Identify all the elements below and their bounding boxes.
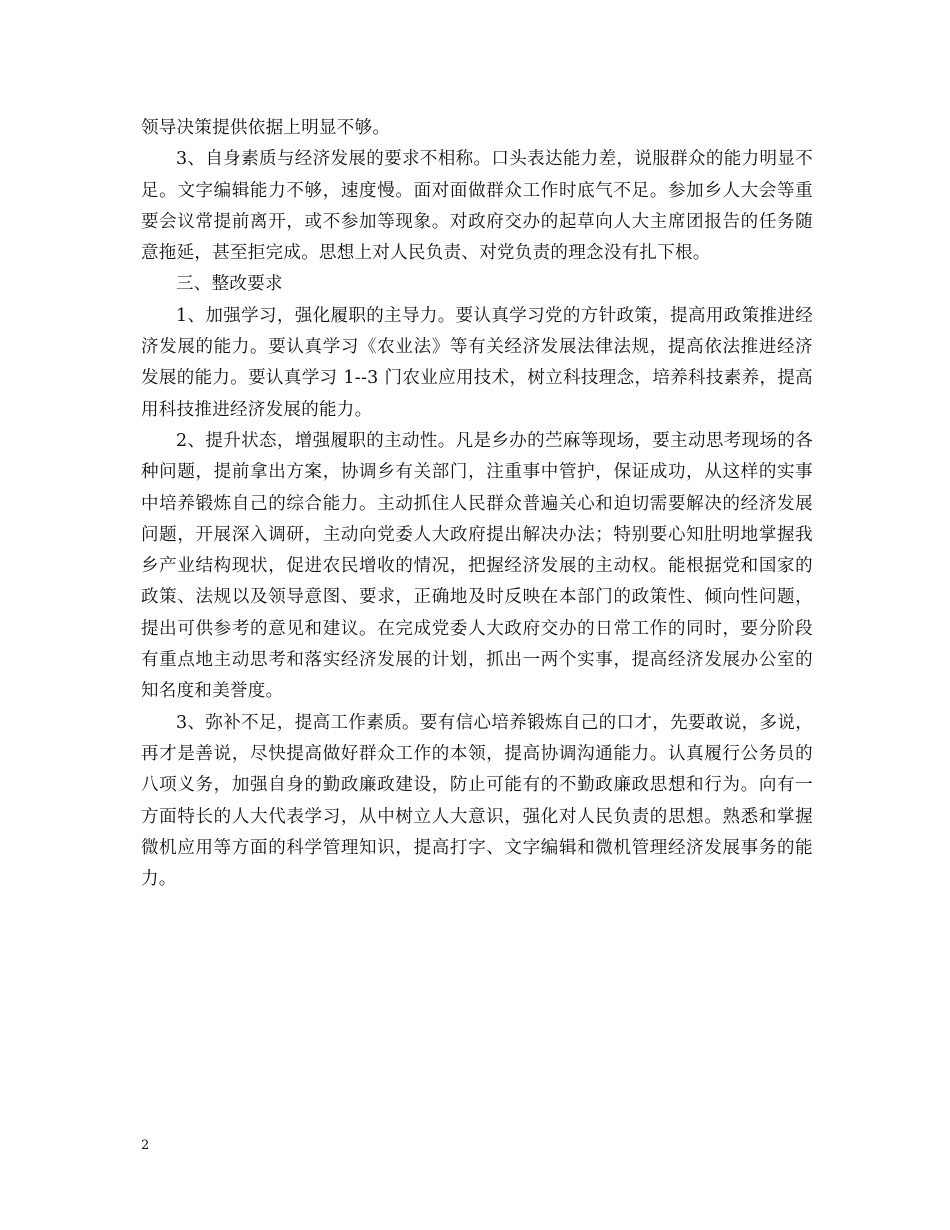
paragraph-item-2-initiative: 2、提升状态，增强履职的主动性。凡是乡办的苎麻等现场，要主动思考现场的各种问题，提前拿出方案，协调乡有关部门，注重事中管护，保证成功，从这样的实事中培养锻炼自己的综合能力。主动抓住人民群众普遍关心和迫切需要解决的经济发展问题，开展深入调研，主动向党委人大政府提出解决办法；特别要心知肚明地掌握我乡产业结构现状，促进农民增收的情况，把握经济发展的主动权。能根据党和国家的政策、法规以及领导意图、要求，正确地及时反映在本部门的政策性、倾向性问题，提出可供参考的意见和建议。在完成党委人大政府交办的日常工作的同时，要分阶段有重点地主动思考和落实经济发展的计划，抓出一两个实事，提高经济发展办公室的知名度和美誉度。: [141, 430, 813, 702]
paragraph-continuation: 领导决策提供依据上明显不够。: [141, 118, 391, 138]
section-heading-rectification: 三、整改要求: [176, 274, 283, 295]
paragraph-item-1-study: 1、加强学习，强化履职的主导力。要认真学习党的方针政策，提高用政策推进经济发展的能力。要认真学习《农业法》等有关经济发展法律法规，提高依法推进经济发展的能力。要认真学习 1--3 门农业应用技术，树立科技理念，培养科技素养，提高用科技推进经济发展的能力。: [141, 305, 813, 420]
paragraph-item-3-improve: 3、弥补不足，提高工作素质。要有信心培养锻炼自己的口才，先要敢说，多说，再才是善说，尽快提高做好群众工作的本领，提高协调沟通能力。认真履行公务员的八项义务，加强自身的勤政廉政建设，防止可能有的不勤政廉政思想和行为。向有一方面特长的人大代表学习，从中树立人大意识，强化对人民负责的思想。熟悉和掌握微机应用等方面的科学管理知识，提高打字、文字编辑和微机管理经济发展事务的能力。: [141, 712, 813, 890]
page-number: 2: [141, 1138, 150, 1153]
document-body: [141, 113, 813, 895]
paragraph-item-3-quality: 3、自身素质与经济发展的要求不相称。口头表达能力差，说服群众的能力明显不足。文字编辑能力不够，速度慢。面对面做群众工作时底气不足。参加乡人大会等重要会议常提前离开，或不参加等现象。对政府交办的起草向人大主席团报告的任务随意拖延，甚至拒完成。思想上对人民负责、对党负责的理念没有扎下根。: [141, 149, 813, 264]
